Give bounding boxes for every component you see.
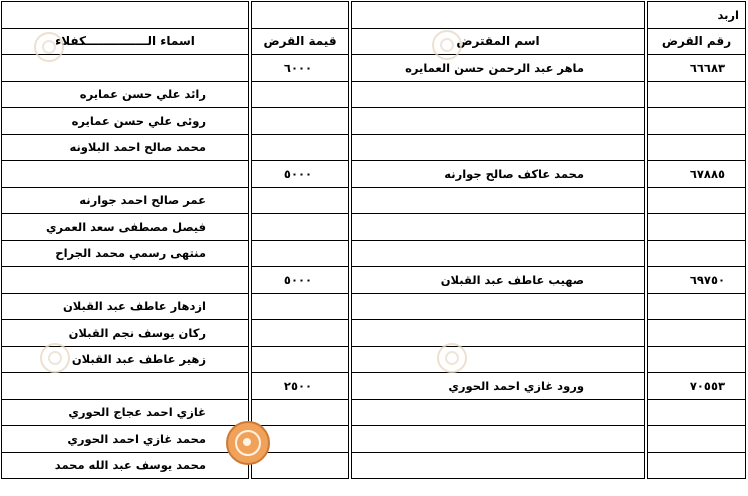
guarantor-row bbox=[2, 240, 746, 267]
loan-row bbox=[2, 161, 746, 188]
loan-row bbox=[2, 267, 746, 294]
loan-row bbox=[2, 373, 746, 400]
guarantor-row bbox=[2, 426, 746, 453]
loan-amount: ٦٠٠٠ bbox=[252, 55, 349, 82]
guarantor-row bbox=[2, 134, 746, 161]
title-row bbox=[2, 2, 746, 29]
guarantor-name: محمد غازي احمد الحوري bbox=[2, 426, 249, 453]
borrower-name: صهيب عاطف عبد القبلان bbox=[352, 267, 645, 294]
guarantor-name: محمد صالح احمد البلاونه bbox=[2, 134, 249, 161]
guarantor-cell bbox=[2, 373, 249, 400]
borrower-name: ماهر عبد الرحمن حسن العمايره bbox=[352, 55, 645, 82]
guarantor-row bbox=[2, 399, 746, 426]
loan-number: ٦٧٨٨٥ bbox=[648, 161, 746, 188]
guarantor-row bbox=[2, 214, 746, 241]
watermark-logo-icon bbox=[432, 30, 462, 60]
header-amount: قيمة القرض bbox=[252, 28, 349, 55]
guarantor-row bbox=[2, 293, 746, 320]
header-guarantors: اسماء الـــــــــــــــكفلاء bbox=[2, 28, 249, 55]
header-borrower: اسم المقترض bbox=[352, 28, 645, 55]
loans-table-body bbox=[2, 2, 746, 479]
borrower-name: ورود غازي احمد الحوري bbox=[352, 373, 645, 400]
header-loan-no: رقم القرض bbox=[648, 28, 746, 55]
guarantor-name: ازدهار عاطف عبد القبلان bbox=[2, 293, 249, 320]
loan-number: ٦٦٦٨٣ bbox=[648, 55, 746, 82]
guarantor-name: منتهى رسمي محمد الجراح bbox=[2, 240, 249, 267]
guarantor-row bbox=[2, 108, 746, 135]
guarantor-name: زهير عاطف عبد القبلان bbox=[2, 346, 249, 373]
guarantor-row bbox=[2, 452, 746, 479]
loan-number: ٧٠٥٥٣ bbox=[648, 373, 746, 400]
guarantor-row bbox=[2, 187, 746, 214]
loan-row bbox=[2, 55, 746, 82]
watermark-logo-icon bbox=[34, 32, 64, 62]
city-label: اربد bbox=[648, 2, 746, 29]
loans-table bbox=[1, 1, 746, 479]
loan-number: ٦٩٧٥٠ bbox=[648, 267, 746, 294]
header-row bbox=[2, 28, 746, 55]
guarantor-name: محمد يوسف عبد الله محمد bbox=[2, 452, 249, 479]
watermark-logo-icon bbox=[437, 343, 467, 373]
guarantor-name: روئى علي حسن عمايره bbox=[2, 108, 249, 135]
guarantor-name: غازي احمد عجاج الحوري bbox=[2, 399, 249, 426]
guarantor-row bbox=[2, 81, 746, 108]
guarantor-cell bbox=[2, 161, 249, 188]
guarantor-cell bbox=[2, 267, 249, 294]
loan-amount: ٢٥٠٠ bbox=[252, 373, 349, 400]
loan-amount: ٥٠٠٠ bbox=[252, 267, 349, 294]
guarantor-row bbox=[2, 320, 746, 347]
guarantor-name: عمر صالح احمد جوارنه bbox=[2, 187, 249, 214]
borrower-name: محمد عاكف صالح جوارنه bbox=[352, 161, 645, 188]
stamp-seal-icon bbox=[226, 421, 270, 465]
guarantor-row bbox=[2, 346, 746, 373]
guarantor-name: ركان يوسف نجم القبلان bbox=[2, 320, 249, 347]
guarantor-name: فيصل مصطفى سعد العمري bbox=[2, 214, 249, 241]
loan-amount: ٥٠٠٠ bbox=[252, 161, 349, 188]
guarantor-name: رائد علي حسن عمايره bbox=[2, 81, 249, 108]
watermark-logo-icon bbox=[40, 343, 70, 373]
